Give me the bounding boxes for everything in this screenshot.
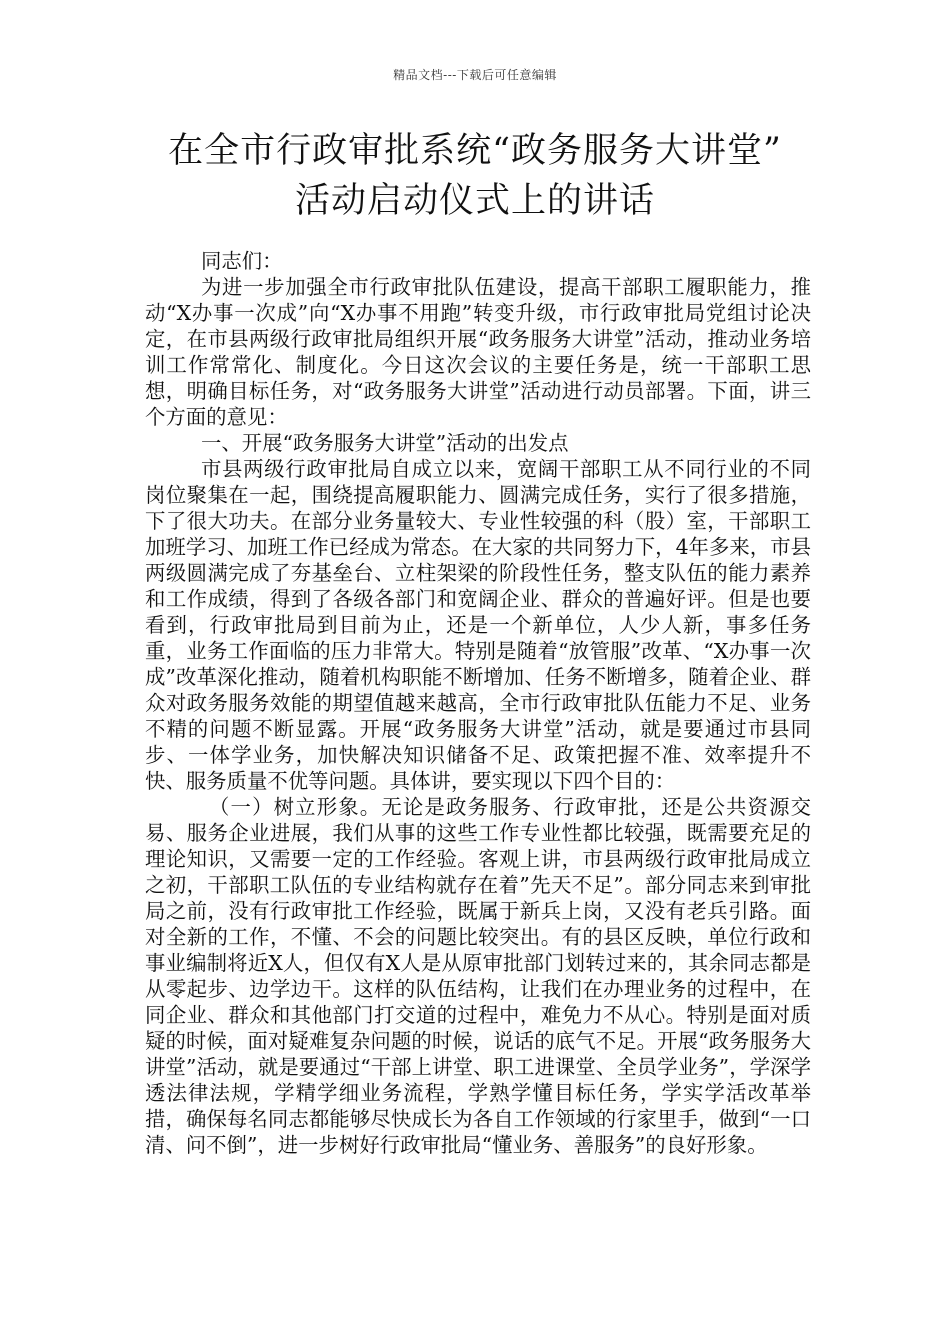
- page-header: 精品文档---下载后可任意编辑: [393, 68, 557, 82]
- paragraph-image: （一）树立形象。无论是政务服务、行政审批，还是公共资源交易、服务企业进展，我们从事的这些工作专业性都比较强，既需要充足的理论知识，又需要一定的工作经验。客观上讲，市县两级行政审批局成立之初，干部职工队伍的专业结构就存在着”先天不足”。部分同志来到审批局之前，没有行政审批工作经验，既属于新兵上岗，又没有老兵引路。面对全新的工作，不懂、不会的问题比较突出。有的县区反映，单位行政和事业编制将近X人，但仅有X人是从原审批部门划转过来的，其余同志都是从零起步、边学边干。这样的队伍结构，让我们在办理业务的过程中，在同企业、群众和其他部门打交道的过程中，难免力不从心。特别是面对质疑的时候，面对疑难复杂问题的时候，说话的底气不足。开展“政务服务大讲堂”活动，就是要通过“干部上讲堂、职工进课堂、全员学业务”，学深学透法律法规，学精学细业务流程，学熟学懂目标任务，学实学活改革举措，确保每名同志都能够尽快成长为各自工作领域的行家里手，做到“一口清、问不倒”，进一步树好行政审批局“懂业务、善服务”的良好形象。: [145, 795, 811, 1157]
- document-body: [145, 248, 811, 1158]
- section-heading: 一、开展“政务服务大讲堂”活动的出发点: [201, 431, 569, 455]
- paragraph-intro: 为进一步加强全市行政审批队伍建设，提高干部职工履职能力，推动“X办事一次成”向“X办事不用跑”转变升级，市行政审批局党组讨论决定，在市县两级行政审批局组织开展“政务服务大讲堂”活动，推动业务培训工作常常化、制度化。今日这次会议的主要任务是，统一干部职工思想，明确目标任务，对“政务服务大讲堂”活动进行动员部署。下面，讲三个方面的意见：: [145, 275, 811, 429]
- paragraph-background: 市县两级行政审批局自成立以来，宽阔干部职工从不同行业的不同岗位聚集在一起，围绕提高履职能力、圆满完成任务，实行了很多措施，下了很大功夫。在部分业务量较大、专业性较强的科（股）室，干部职工加班学习、加班工作已经成为常态。在大家的共同努力下，4年多来，市县两级圆满完成了夯基垒台、立柱架梁的阶段性任务，整支队伍的能力素养和工作成绩，得到了各级各部门和宽阔企业、群众的普遍好评。但是也要看到，行政审批局到目前为止，还是一个新单位，人少人新，事多任务重，业务工作面临的压力非常大。特别是随着“放管服”改革、“X办事一次成”改革深化推动，随着机构职能不断增加、任务不断增多，随着企业、群众对政务服务效能的期望值越来越高，全市行政审批队伍能力不足、业务不精的问题不断显露。开展“政务服务大讲堂”活动，就是要通过市县同步、一体学业务，加快解决知识储备不足、政策把握不准、效率提升不快、服务质量不优等问题。具体讲，要实现以下四个目的：: [145, 457, 811, 793]
- salutation: 同志们：: [201, 249, 283, 273]
- document-title: [120, 126, 830, 226]
- title-line-2: 活动启动仪式上的讲话: [294, 181, 655, 221]
- title-line-1: 在全市行政审批系统“政务服务大讲堂”: [168, 131, 782, 171]
